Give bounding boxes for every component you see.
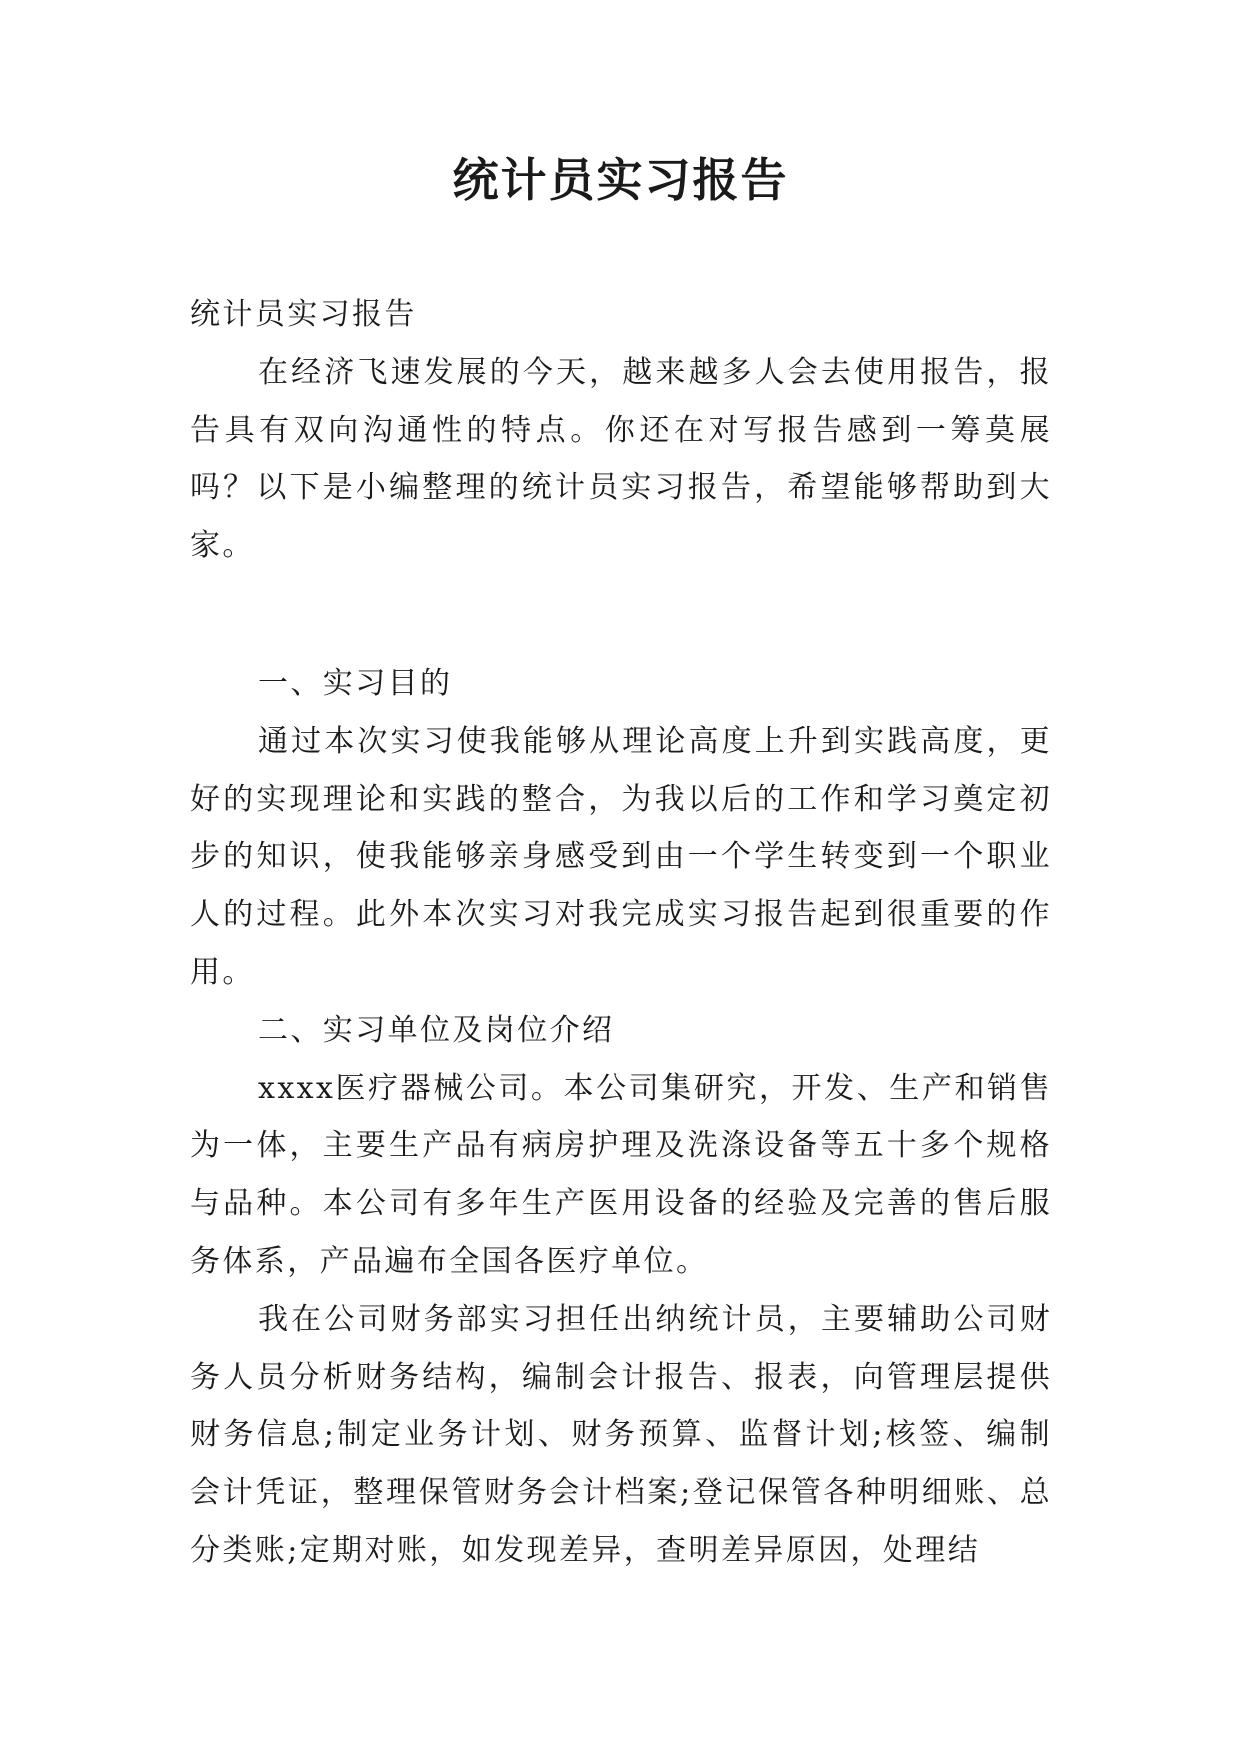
paragraph-company: xxxx医疗器械公司。本公司集研究，开发、生产和销售为一体，主要生产品有病房护理及洗涤设备等五十多个规格与品种。本公司有多年生产医用设备的经验及完善的售后服务体系，产品遍布全国各医疗单位。 bbox=[190, 1070, 1052, 1279]
section-heading-purpose: 一、实习目的 bbox=[258, 665, 453, 701]
section-heading-company: 二、实习单位及岗位介绍 bbox=[258, 1012, 615, 1048]
subtitle: 统计员实习报告 bbox=[190, 297, 417, 332]
document-body bbox=[190, 286, 1052, 1580]
paragraph-intro: 在经济飞速发展的今天，越来越多人会去使用报告，报告具有双向沟通性的特点。你还在对写报告感到一筹莫展吗？以下是小编整理的统计员实习报告，希望能够帮助到大家。 bbox=[190, 354, 1052, 564]
paragraph-duties: 我在公司财务部实习担任出纳统计员，主要辅助公司财务人员分析财务结构，编制会计报告、报表，向管理层提供财务信息;制定业务计划、财务预算、监督计划;核签、编制会计凭证，整理保管财务会计档案;登记保管各种明细账、总分类账;定期对账，如发现差异，查明差异原因，处理结 bbox=[190, 1301, 1052, 1568]
document-title: 统计员实习报告 bbox=[452, 153, 789, 207]
paragraph-gap bbox=[190, 575, 1052, 655]
paragraph-purpose: 通过本次实习使我能够从理论高度上升到实践高度，更好的实现理论和实践的整合，为我以后的工作和学习奠定初步的知识，使我能够亲身感受到由一个学生转变到一个职业人的过程。此外本次实习对我完成实习报告起到很重要的作用。 bbox=[190, 723, 1052, 990]
